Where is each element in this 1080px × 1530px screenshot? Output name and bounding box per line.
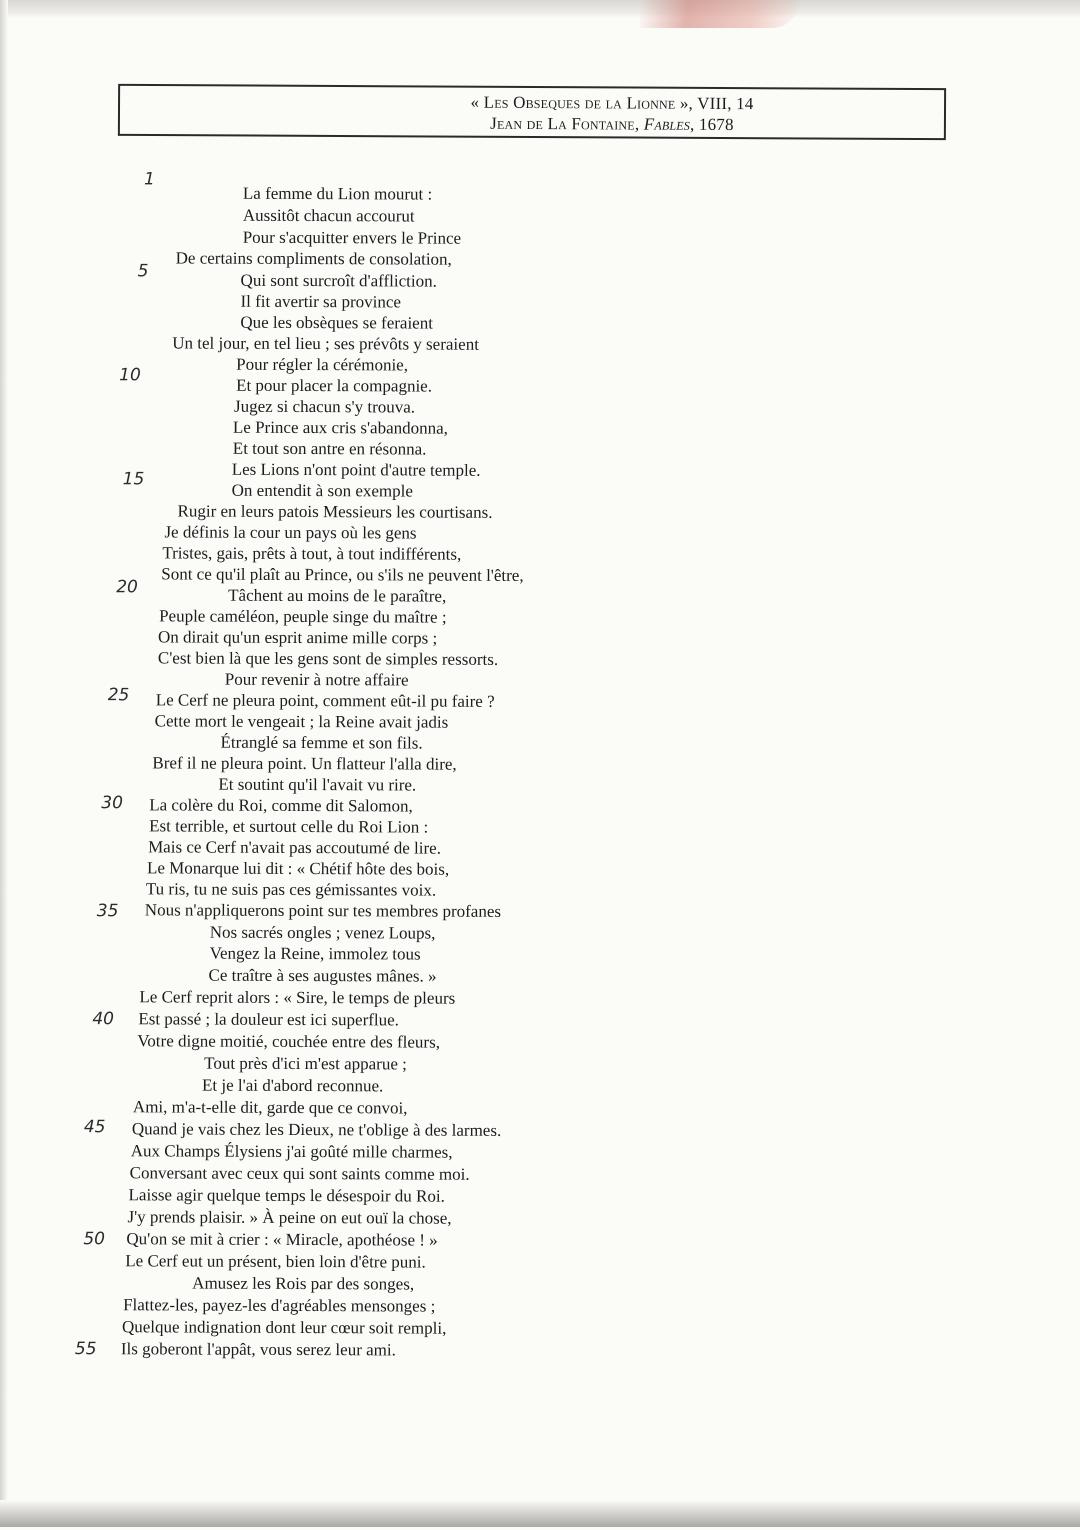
verse-line: Aussitôt chacun accourut xyxy=(242,205,415,226)
verse-line: Laisse agir quelque temps le désespoir du Roi. xyxy=(128,1185,445,1206)
title-suffix: », VIII, 14 xyxy=(675,93,754,114)
verse-line: Le Cerf reprit alors : « Sire, le temps de pleurs xyxy=(139,987,456,1008)
line-number: 10 xyxy=(119,365,141,386)
verse-line: La colère du Roi, comme dit Salomon, xyxy=(149,795,413,816)
verse-line: Jugez si chacun s'y trouva. xyxy=(233,396,416,417)
verse-line: Ami, m'a-t-elle dit, garde que ce convoi, xyxy=(132,1097,408,1118)
verse-line: Qu'on se mit à crier : « Miracle, apothéose ! » xyxy=(126,1229,438,1250)
verse-line: Le Cerf eut un présent, bien loin d'être puni. xyxy=(125,1251,426,1272)
verse-line: Que les obsèques se feraient xyxy=(240,312,434,333)
verse-line: Pour régler la cérémonie, xyxy=(236,354,409,375)
verse-line: Le Cerf ne pleura point, comment eût-il pu faire ? xyxy=(155,690,495,711)
verse-line: Vengez la Reine, immolez tous xyxy=(209,943,421,964)
verse-line: C'est bien là que les gens sont de simples ressorts. xyxy=(157,648,499,669)
verse-line: Flattez-les, payez-les d'agréables mensonges ; xyxy=(123,1295,436,1316)
line-number: 30 xyxy=(101,793,123,814)
verse-line: Aux Champs Élysiens j'ai goûté mille charmes, xyxy=(130,1141,453,1162)
line-number: 20 xyxy=(116,577,138,598)
title-text: Les Obseques de la Lionne xyxy=(483,92,676,113)
verse-line: Sont ce qu'il plaît au Prince, ou s'ils ne peuvent l'être, xyxy=(161,564,524,585)
verse-line: Est passé ; la douleur est ici superflue. xyxy=(138,1009,399,1030)
verse-line: On entendit à son exemple xyxy=(231,480,413,501)
verse-line: Tu ris, tu ne suis pas ces gémissantes voix. xyxy=(145,879,437,900)
title-prefix: « xyxy=(470,92,484,112)
verse-line: Ce traître à ses augustes mânes. » xyxy=(208,965,437,986)
verse-line: Le Monarque lui dit : « Chétif hôte des bois, xyxy=(146,858,450,879)
verse-line: Votre digne moitié, couchée entre des fleurs, xyxy=(137,1031,441,1052)
verse-line: On dirait qu'un esprit anime mille corps ; xyxy=(157,627,438,648)
verse-line: J'y prends plaisir. » À peine on eut ouï la chose, xyxy=(127,1207,452,1228)
verse-line: Pour s'acquitter envers le Prince xyxy=(242,227,462,248)
verse-line: La femme du Lion mourut : xyxy=(242,183,433,204)
verse-line: Bref il ne pleura point. Un flatteur l'alla dire, xyxy=(152,753,457,774)
line-number: 40 xyxy=(92,1009,115,1030)
verse-line: Il fit avertir sa province xyxy=(240,291,402,312)
verse-line: Qui sont surcroît d'affliction. xyxy=(240,270,437,291)
verse-line: Et je l'ai d'abord reconnue. xyxy=(202,1075,384,1096)
verse-line: Tout près d'ici m'est apparue ; xyxy=(204,1053,407,1074)
author-name: Jean de La Fontaine xyxy=(490,113,635,134)
verse-line: Nous n'appliquerons point sur tes membres profanes xyxy=(144,900,502,921)
line-number: 5 xyxy=(137,261,149,282)
verse-line: Les Lions n'ont point d'autre temple. xyxy=(231,459,481,480)
verse-line: Mais ce Cerf n'avait pas accoutumé de lire. xyxy=(148,837,442,858)
book-separator: , xyxy=(634,114,644,134)
verse-line: Quelque indignation dont leur cœur soit rempli, xyxy=(121,1317,447,1338)
verse-line: Quand je vais chez les Dieux, ne t'oblige à des larmes. xyxy=(131,1119,502,1140)
line-number: 15 xyxy=(122,469,145,490)
verse-line: Est terrible, et surtout celle du Roi Lion : xyxy=(149,816,429,837)
line-number: 50 xyxy=(83,1229,106,1250)
verse-line: Un tel jour, en tel lieu ; ses prévôts y seraient xyxy=(172,333,479,354)
verse-line: Peuple caméléon, peuple singe du maître ; xyxy=(159,606,447,627)
verse-line: Pour revenir à notre affaire xyxy=(224,669,409,690)
publication-year: , 1678 xyxy=(689,114,734,135)
paper-bottom-edge xyxy=(0,1500,1080,1527)
verse-line: Et tout son antre en résonna. xyxy=(232,438,427,459)
line-number: 55 xyxy=(74,1339,97,1360)
verse-line: Rugir en leurs patois Messieurs les courtisans. xyxy=(177,501,493,522)
verse-line: Je définis la cour un pays où les gens xyxy=(164,522,417,543)
verse-line: Le Prince aux cris s'abandonna, xyxy=(232,417,448,438)
verse-line: Amusez les Rois par des songes, xyxy=(192,1273,415,1294)
verse-line: Nos sacrés ongles ; venez Loups, xyxy=(209,922,436,943)
verse-line: De certains compliments de consolation, xyxy=(175,248,452,269)
verse-line: Étranglé sa femme et son fils. xyxy=(220,732,423,753)
verse-line: Et pour placer la compagnie. xyxy=(236,375,433,396)
verse-line: Tristes, gais, prêts à tout, à tout indifférents, xyxy=(162,543,462,564)
line-number: 45 xyxy=(83,1117,106,1138)
verse-line: Tâchent au moins de le paraître, xyxy=(228,585,447,606)
book-title: Fables xyxy=(643,114,691,134)
verse-line: Conversant avec ceux qui sont saints comme moi. xyxy=(129,1163,470,1184)
verse-line: Cette mort le vengeait ; la Reine avait jadis xyxy=(154,711,449,732)
line-number: 25 xyxy=(107,685,130,706)
verse-line: Ils goberont l'appât, vous serez leur ami. xyxy=(120,1339,396,1360)
verse-line: Et soutint qu'il l'avait vu rire. xyxy=(218,774,417,795)
line-number: 1 xyxy=(143,169,155,190)
line-number: 35 xyxy=(96,901,119,922)
